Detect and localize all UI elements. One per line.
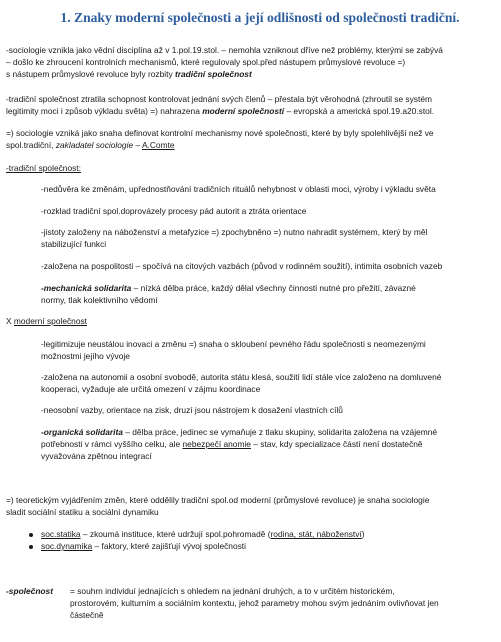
traditional-heading: -tradiční společnost: bbox=[6, 163, 81, 173]
conclusion-line-2: sladit sociální statiku a sociální dynamiku bbox=[6, 507, 159, 517]
modern-item-d-line-1 bbox=[41, 427, 437, 439]
modern-item-a-line-1: -legitimizuje neustálou inovaci a změnu =) snaha o skloubení pevného řádu společnosti s neomezenými bbox=[41, 339, 426, 349]
term-traditional-society: tradiční společnost bbox=[174, 69, 252, 79]
trad-loss-text: legitimity moci i způsob výkladu světa) =) nahrazena bbox=[6, 106, 203, 116]
society-def-line-1: = souhrn individuí jednajících s ohledem na jednání druhých, a to v určitém historickém, bbox=[70, 586, 395, 596]
modern-item-d-line-2 bbox=[41, 439, 423, 451]
trad-item-a: -nedůvěra ke změnám, upřednostňování tradičních rituálů nehybnost v oblasti moci, výroby i výkladu světa bbox=[41, 184, 436, 194]
bullet-text: – faktory, které zajišťují vývoj společnosti bbox=[92, 541, 246, 551]
society-def-line-2: prostorovém, kulturním a sociálním kontextu, jehož parametry mohou svým jednáním ovlivňovat jen bbox=[70, 598, 439, 608]
intro-text: s nástupem průmyslové revoluce byly rozbity bbox=[6, 69, 175, 79]
trad-item-c-line-1: -jistoty založeny na náboženství a metafyzice =) zpochybněno =) nutno nahradit systémem, který by měl bbox=[41, 227, 428, 237]
trad-loss-line-1: -tradiční společnost ztratila schopnost kontrolovat jednání svých členů – přestala být věrohodná (zhroutil se systém bbox=[6, 94, 432, 104]
definition-text: spol.tradiční, bbox=[6, 140, 56, 150]
modern-heading-x: X bbox=[6, 316, 14, 326]
modern-item-d-text-2: potřebnosti v rámci vyššího celku, ale bbox=[41, 439, 183, 449]
bullet-dot bbox=[29, 533, 33, 537]
trad-loss-text-end: – evropská a americká spol.19.a20.stol. bbox=[284, 106, 435, 116]
modern-item-d-line-3: vyvažována zpětnou integrací bbox=[41, 451, 152, 461]
modern-heading-text: moderní společnost bbox=[13, 316, 88, 326]
trad-item-c-line-2: stabilizující funkci bbox=[41, 239, 107, 249]
modern-item-d-text: – dělba práce, jedinec se vymaňuje z tlaku skupiny, solidarita založena na vzájemné bbox=[122, 427, 438, 437]
modern-item-b-line-1: -založena na autonomii a osobní svobodě, autorita státu klesá, soužití lidí stále více založeno na domluvené bbox=[41, 372, 442, 382]
founder-label: zakladatel sociologie bbox=[55, 140, 134, 150]
bullet-text: – zkoumá instituce, které udržují spol.pohromadě ( bbox=[80, 529, 271, 539]
trad-item-b: -rozklad tradiční spol.doprovázely procesy pád autorit a ztráta orientace bbox=[41, 206, 307, 216]
modern-heading bbox=[6, 316, 87, 328]
page-title: 1. Znaky moderní společnosti a její odlišnosti od společnosti tradiční. bbox=[60, 10, 460, 25]
modern-item-a-line-2: možnostmi jejího vývoje bbox=[41, 351, 130, 361]
bullet-item-dynamics bbox=[41, 541, 246, 553]
bullet-item-statics bbox=[41, 529, 365, 541]
bullet-end: ) bbox=[361, 529, 365, 539]
bullet-term: soc.statika bbox=[41, 529, 81, 539]
term-society: -společnost bbox=[6, 586, 53, 596]
intro-line-2: – došlo ke zhroucení kontrolních mechanismů, které regulovaly spol.před nástupem průmyslové revoluce =) bbox=[6, 57, 406, 67]
trad-item-e-text: – nízká dělba práce, každý dělal všechny činnosti nutné pro přežití, závazné bbox=[131, 283, 416, 293]
bullet-term: soc.dynamika bbox=[41, 541, 93, 551]
trad-item-e-line-1 bbox=[41, 283, 416, 295]
bullet-extra: rodina, stát, náboženství bbox=[270, 529, 362, 539]
modern-item-b-line-2: kooperaci, vyžaduje ale určitá omezení v zájmu koordinace bbox=[41, 384, 261, 394]
definition-dash: – bbox=[133, 140, 142, 150]
intro-line-1: -sociologie vznikla jako vědní disciplína až v 1.pol.19.stol. – nemohla vzniknout dříve než problémy, kterými se zabývá bbox=[6, 45, 443, 55]
modern-item-c: -neosobní vazby, orientace na zisk, druzí jsou nástrojem k dosažení vlastních cílů bbox=[41, 405, 343, 415]
trad-loss-line-2 bbox=[6, 106, 434, 118]
definition-line-1: =) sociologie vzniká jako snaha definovat kontrolní mechanismy nové společnosti, které by byly spolehlivější než ve bbox=[6, 128, 434, 138]
society-def-line-3: částečně bbox=[70, 610, 104, 620]
term-organic-solidarity: -organická solidarita bbox=[41, 427, 123, 437]
anomie-danger: nebezpečí anomie bbox=[182, 439, 251, 449]
modern-item-d-text-3: – stav, kdy specializace částí není dostatečně bbox=[250, 439, 423, 449]
trad-item-d: -založena na pospolitosti – spočívá na citových vazbách (původ v rodinném soužití), intimita osobních vazeb bbox=[41, 261, 443, 271]
trad-item-e-line-2: normy, tlak kolektivního vědomí bbox=[41, 295, 158, 305]
definition-line-2 bbox=[6, 140, 175, 152]
intro-line-3 bbox=[6, 69, 252, 81]
bullet-dot bbox=[29, 545, 33, 549]
conclusion-line-1: =) teoretickým vyjádřením změn, které oddělily tradiční spol.od moderní (průmyslové revoluce) je snaha sociologie bbox=[6, 495, 430, 505]
term-modern-society: moderní společností bbox=[202, 106, 285, 116]
comte-name: A.Comte bbox=[141, 140, 175, 150]
term-mechanical-solidarity: -mechanická solidarita bbox=[41, 283, 132, 293]
